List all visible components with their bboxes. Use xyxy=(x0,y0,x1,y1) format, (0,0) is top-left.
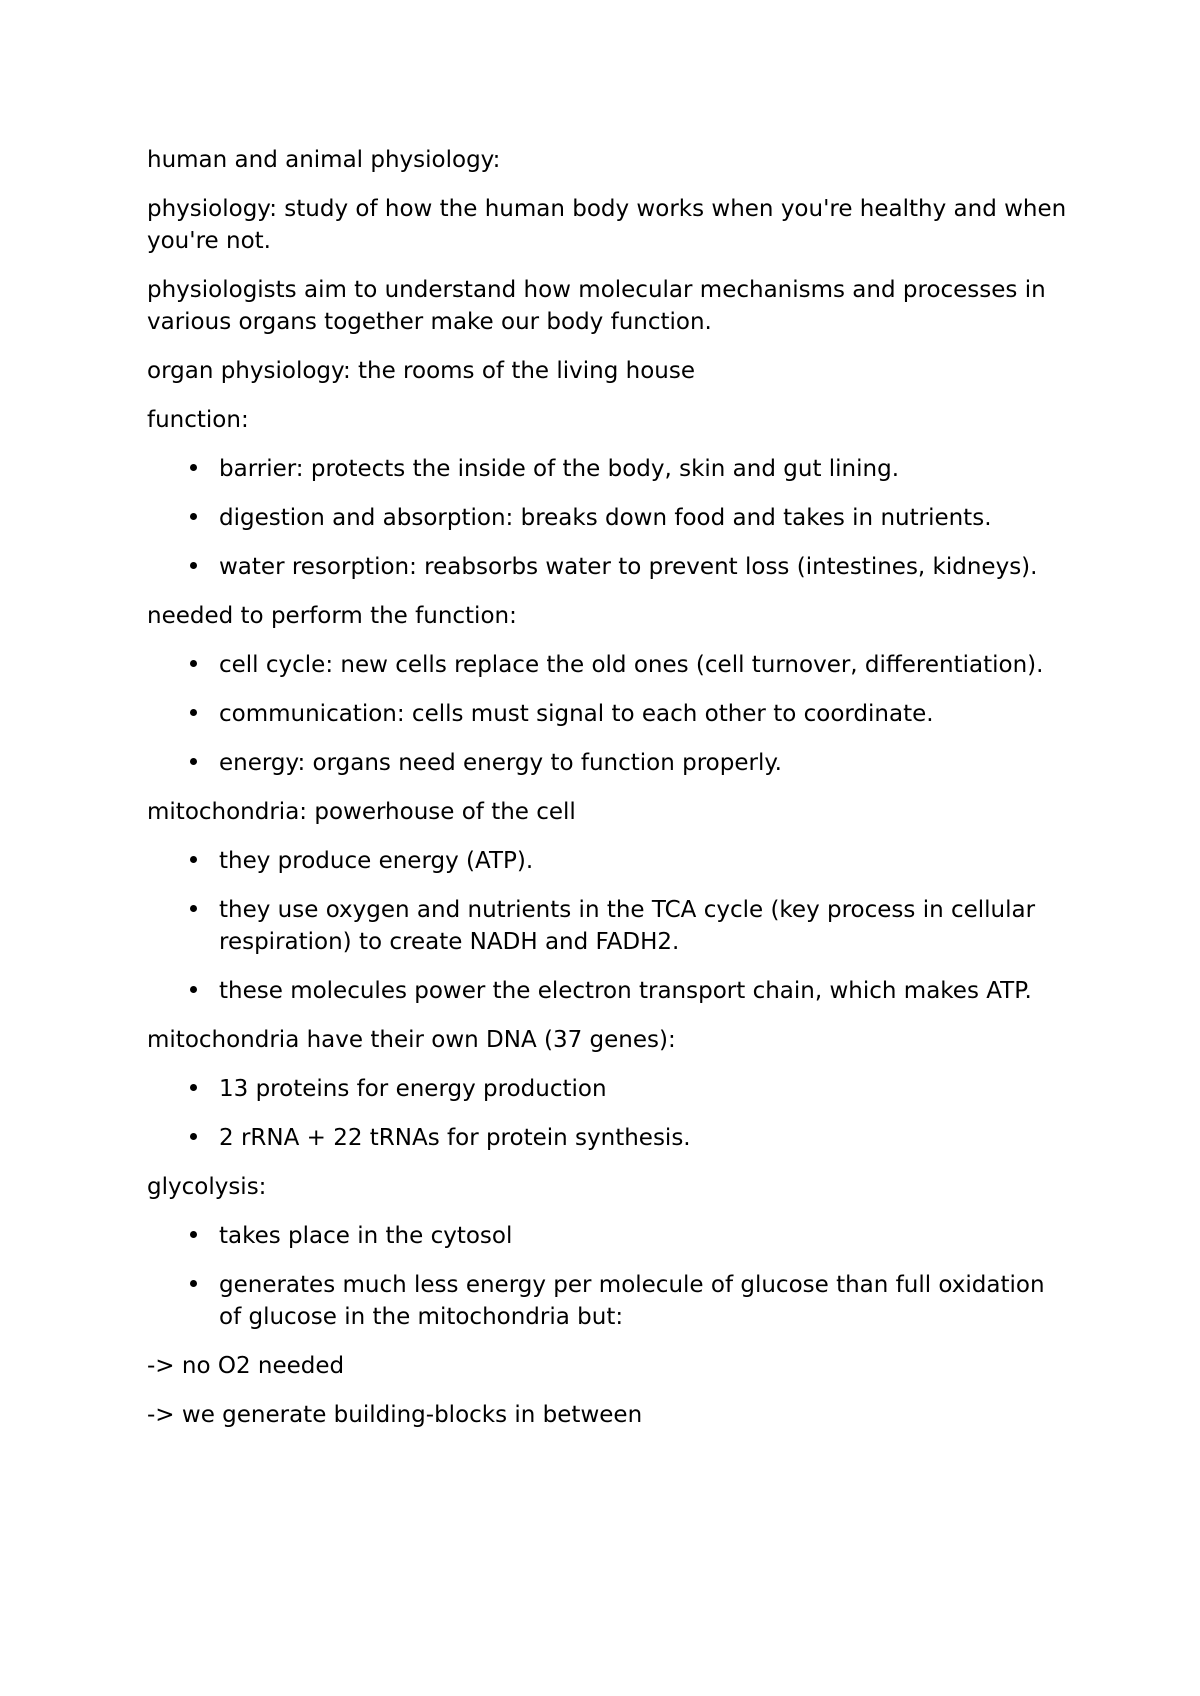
list-item xyxy=(147,551,1067,583)
bullet-icon xyxy=(187,1073,199,1105)
mitochondria-dna-heading: mitochondria have their own DNA (37 genes): xyxy=(147,1027,676,1053)
bullet-icon xyxy=(187,845,199,877)
list-item xyxy=(147,502,1067,534)
arrow-line-building-blocks: -> we generate building-blocks in between xyxy=(147,1402,643,1428)
list-item xyxy=(147,698,1067,730)
glycolysis-heading: glycolysis: xyxy=(147,1174,267,1200)
list-item-text: they produce energy (ATP). xyxy=(219,848,534,874)
bullet-icon xyxy=(187,1269,199,1301)
list-item xyxy=(147,845,1067,877)
list-item xyxy=(147,1269,1067,1333)
bullet-icon xyxy=(187,551,199,583)
list-item-text: communication: cells must signal to each other to coordinate. xyxy=(219,701,934,727)
mitochondria-heading: mitochondria: powerhouse of the cell xyxy=(147,799,576,825)
mitochondria-dna-list xyxy=(147,1073,1067,1154)
list-item-text: 13 proteins for energy production xyxy=(219,1076,607,1102)
mitochondria-list xyxy=(147,845,1067,1007)
bullet-icon xyxy=(187,649,199,681)
list-item-text: generates much less energy per molecule of glucose than full oxidation of glucose in the mitochondria but: xyxy=(219,1272,1045,1330)
list-item xyxy=(147,1073,1067,1105)
document-page xyxy=(147,144,1067,1448)
function-heading: function: xyxy=(147,407,249,433)
arrow-line-no-o2: -> no O2 needed xyxy=(147,1353,345,1379)
bullet-icon xyxy=(187,894,199,926)
list-item xyxy=(147,747,1067,779)
list-item-text: cell cycle: new cells replace the old ones (cell turnover, differentiation). xyxy=(219,652,1044,678)
list-item-text: they use oxygen and nutrients in the TCA cycle (key process in cellular respiration) to create NADH and FADH2. xyxy=(219,897,1036,955)
bullet-icon xyxy=(187,747,199,779)
bullet-icon xyxy=(187,698,199,730)
list-item-text: energy: organs need energy to function properly. xyxy=(219,750,782,776)
list-item-text: water resorption: reabsorbs water to prevent loss (intestines, kidneys). xyxy=(219,554,1038,580)
paragraph-physiology: physiology: study of how the human body works when you're healthy and when you're not. xyxy=(147,196,1067,254)
bullet-icon xyxy=(187,1122,199,1154)
list-item xyxy=(147,975,1067,1007)
bullet-icon xyxy=(187,975,199,1007)
list-item xyxy=(147,1220,1067,1252)
list-item-text: barrier: protects the inside of the body, skin and gut lining. xyxy=(219,456,900,482)
bullet-icon xyxy=(187,1220,199,1252)
paragraph-organ-physiology: organ physiology: the rooms of the living house xyxy=(147,358,696,384)
list-item xyxy=(147,453,1067,485)
needed-heading: needed to perform the function: xyxy=(147,603,517,629)
list-item-text: 2 rRNA + 22 tRNAs for protein synthesis. xyxy=(219,1125,691,1151)
bullet-icon xyxy=(187,502,199,534)
function-list xyxy=(147,453,1067,583)
list-item-text: digestion and absorption: breaks down food and takes in nutrients. xyxy=(219,505,992,531)
needed-list xyxy=(147,649,1067,779)
bullet-icon xyxy=(187,453,199,485)
list-item xyxy=(147,649,1067,681)
list-item xyxy=(147,1122,1067,1154)
list-item-text: these molecules power the electron transport chain, which makes ATP. xyxy=(219,978,1032,1004)
paragraph-physiologists: physiologists aim to understand how molecular mechanisms and processes in various organs together make our body function. xyxy=(147,277,1046,335)
list-item xyxy=(147,894,1067,958)
glycolysis-list xyxy=(147,1220,1067,1333)
list-item-text: takes place in the cytosol xyxy=(219,1223,513,1249)
document-title: human and animal physiology: xyxy=(147,147,501,173)
